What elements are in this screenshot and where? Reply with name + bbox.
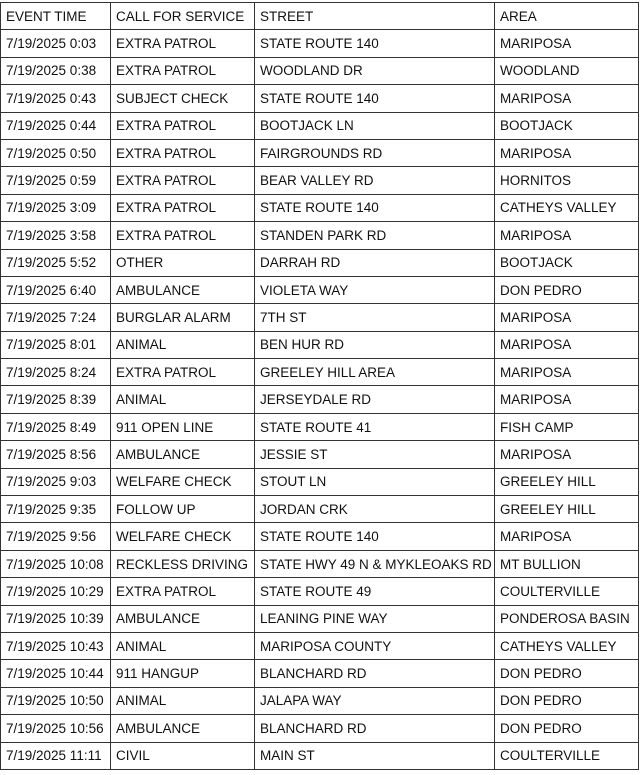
table-row: [1, 386, 639, 413]
area-cell: COULTERVILLE: [495, 742, 639, 769]
column-header-street: STREET: [255, 3, 495, 30]
table-row: [1, 304, 639, 331]
table-row: [1, 167, 639, 194]
call-for-service-cell: CIVIL: [111, 742, 255, 769]
street-cell: FAIRGROUNDS RD: [255, 139, 495, 166]
call-for-service-cell: ANIMAL: [111, 632, 255, 659]
area-cell: COULTERVILLE: [495, 578, 639, 605]
table-row: [1, 441, 639, 468]
event-time-cell: 7/19/2025 8:01: [1, 331, 111, 358]
call-for-service-cell: 911 HANGUP: [111, 660, 255, 687]
area-cell: MARIPOSA: [495, 386, 639, 413]
call-for-service-cell: ANIMAL: [111, 331, 255, 358]
table-row: [1, 249, 639, 276]
street-cell: BEAR VALLEY RD: [255, 167, 495, 194]
call-for-service-cell: ANIMAL: [111, 386, 255, 413]
area-cell: DON PEDRO: [495, 276, 639, 303]
street-cell: BOOTJACK LN: [255, 112, 495, 139]
event-time-cell: 7/19/2025 7:24: [1, 304, 111, 331]
event-time-cell: 7/19/2025 0:38: [1, 57, 111, 84]
table-row: [1, 523, 639, 550]
area-cell: MARIPOSA: [495, 222, 639, 249]
street-cell: BLANCHARD RD: [255, 660, 495, 687]
event-time-cell: 7/19/2025 0:43: [1, 85, 111, 112]
street-cell: STATE ROUTE 49: [255, 578, 495, 605]
event-time-cell: 7/19/2025 10:50: [1, 687, 111, 714]
call-log-table: [0, 2, 639, 770]
street-cell: DARRAH RD: [255, 249, 495, 276]
street-cell: BEN HUR RD: [255, 331, 495, 358]
area-cell: CATHEYS VALLEY: [495, 632, 639, 659]
call-for-service-cell: BURGLAR ALARM: [111, 304, 255, 331]
area-cell: HORNITOS: [495, 167, 639, 194]
call-for-service-cell: RECKLESS DRIVING: [111, 550, 255, 577]
area-cell: MARIPOSA: [495, 441, 639, 468]
event-time-cell: 7/19/2025 8:24: [1, 359, 111, 386]
event-time-cell: 7/19/2025 0:44: [1, 112, 111, 139]
area-cell: BOOTJACK: [495, 249, 639, 276]
event-time-cell: 7/19/2025 9:03: [1, 468, 111, 495]
event-time-cell: 7/19/2025 8:49: [1, 413, 111, 440]
table-row: [1, 496, 639, 523]
table-row: [1, 687, 639, 714]
call-for-service-cell: AMBULANCE: [111, 605, 255, 632]
street-cell: STATE ROUTE 140: [255, 194, 495, 221]
street-cell: MARIPOSA COUNTY: [255, 632, 495, 659]
event-time-cell: 7/19/2025 10:39: [1, 605, 111, 632]
table-row: [1, 605, 639, 632]
street-cell: STATE HWY 49 N & MYKLEOAKS RD: [255, 550, 495, 577]
table-row: [1, 660, 639, 687]
area-cell: DON PEDRO: [495, 715, 639, 742]
street-cell: JESSIE ST: [255, 441, 495, 468]
table-row: [1, 112, 639, 139]
event-time-cell: 7/19/2025 0:03: [1, 30, 111, 57]
street-cell: JORDAN CRK: [255, 496, 495, 523]
table-row: [1, 742, 639, 769]
event-time-cell: 7/19/2025 11:11: [1, 742, 111, 769]
street-cell: STATE ROUTE 140: [255, 30, 495, 57]
table-row: [1, 578, 639, 605]
street-cell: JERSEYDALE RD: [255, 386, 495, 413]
area-cell: FISH CAMP: [495, 413, 639, 440]
area-cell: MARIPOSA: [495, 359, 639, 386]
street-cell: STANDEN PARK RD: [255, 222, 495, 249]
call-for-service-cell: EXTRA PATROL: [111, 112, 255, 139]
event-time-cell: 7/19/2025 10:08: [1, 550, 111, 577]
area-cell: CATHEYS VALLEY: [495, 194, 639, 221]
call-for-service-cell: FOLLOW UP: [111, 496, 255, 523]
table-row: [1, 85, 639, 112]
table-row: [1, 632, 639, 659]
area-cell: MARIPOSA: [495, 139, 639, 166]
table-row: [1, 715, 639, 742]
event-time-cell: 7/19/2025 10:43: [1, 632, 111, 659]
table-header: [1, 3, 639, 30]
call-for-service-cell: AMBULANCE: [111, 441, 255, 468]
event-time-cell: 7/19/2025 0:50: [1, 139, 111, 166]
street-cell: GREELEY HILL AREA: [255, 359, 495, 386]
call-for-service-cell: AMBULANCE: [111, 715, 255, 742]
area-cell: WOODLAND: [495, 57, 639, 84]
street-cell: WOODLAND DR: [255, 57, 495, 84]
call-for-service-cell: WELFARE CHECK: [111, 523, 255, 550]
call-for-service-cell: EXTRA PATROL: [111, 167, 255, 194]
column-header-event-time: EVENT TIME: [1, 3, 111, 30]
event-time-cell: 7/19/2025 6:40: [1, 276, 111, 303]
call-for-service-cell: EXTRA PATROL: [111, 57, 255, 84]
area-cell: MARIPOSA: [495, 331, 639, 358]
street-cell: STATE ROUTE 41: [255, 413, 495, 440]
table-body: [1, 30, 639, 770]
area-cell: MT BULLION: [495, 550, 639, 577]
call-for-service-cell: EXTRA PATROL: [111, 194, 255, 221]
call-for-service-cell: WELFARE CHECK: [111, 468, 255, 495]
call-for-service-cell: ANIMAL: [111, 687, 255, 714]
call-for-service-cell: EXTRA PATROL: [111, 139, 255, 166]
table-row: [1, 57, 639, 84]
event-time-cell: 7/19/2025 3:09: [1, 194, 111, 221]
table-row: [1, 550, 639, 577]
table-row: [1, 30, 639, 57]
call-for-service-cell: AMBULANCE: [111, 276, 255, 303]
column-header-area: AREA: [495, 3, 639, 30]
event-time-cell: 7/19/2025 10:29: [1, 578, 111, 605]
call-for-service-cell: SUBJECT CHECK: [111, 85, 255, 112]
table-row: [1, 413, 639, 440]
street-cell: 7TH ST: [255, 304, 495, 331]
call-for-service-cell: 911 OPEN LINE: [111, 413, 255, 440]
event-time-cell: 7/19/2025 8:56: [1, 441, 111, 468]
area-cell: MARIPOSA: [495, 304, 639, 331]
call-for-service-cell: EXTRA PATROL: [111, 222, 255, 249]
call-for-service-cell: EXTRA PATROL: [111, 578, 255, 605]
call-for-service-cell: EXTRA PATROL: [111, 30, 255, 57]
area-cell: BOOTJACK: [495, 112, 639, 139]
table-row: [1, 222, 639, 249]
event-time-cell: 7/19/2025 10:56: [1, 715, 111, 742]
street-cell: MAIN ST: [255, 742, 495, 769]
street-cell: LEANING PINE WAY: [255, 605, 495, 632]
area-cell: MARIPOSA: [495, 523, 639, 550]
event-time-cell: 7/19/2025 3:58: [1, 222, 111, 249]
header-row: [1, 3, 639, 30]
street-cell: BLANCHARD RD: [255, 715, 495, 742]
event-time-cell: 7/19/2025 0:59: [1, 167, 111, 194]
event-time-cell: 7/19/2025 10:44: [1, 660, 111, 687]
event-time-cell: 7/19/2025 5:52: [1, 249, 111, 276]
area-cell: DON PEDRO: [495, 660, 639, 687]
table-row: [1, 139, 639, 166]
street-cell: STATE ROUTE 140: [255, 85, 495, 112]
area-cell: GREELEY HILL: [495, 468, 639, 495]
area-cell: PONDEROSA BASIN: [495, 605, 639, 632]
table-row: [1, 468, 639, 495]
area-cell: MARIPOSA: [495, 30, 639, 57]
table-row: [1, 276, 639, 303]
area-cell: MARIPOSA: [495, 85, 639, 112]
street-cell: STOUT LN: [255, 468, 495, 495]
column-header-call-for-service: CALL FOR SERVICE: [111, 3, 255, 30]
table-row: [1, 194, 639, 221]
street-cell: STATE ROUTE 140: [255, 523, 495, 550]
event-time-cell: 7/19/2025 9:56: [1, 523, 111, 550]
table-row: [1, 331, 639, 358]
event-time-cell: 7/19/2025 9:35: [1, 496, 111, 523]
call-for-service-cell: OTHER: [111, 249, 255, 276]
call-for-service-cell: EXTRA PATROL: [111, 359, 255, 386]
area-cell: DON PEDRO: [495, 687, 639, 714]
table-row: [1, 359, 639, 386]
area-cell: GREELEY HILL: [495, 496, 639, 523]
street-cell: JALAPA WAY: [255, 687, 495, 714]
event-time-cell: 7/19/2025 8:39: [1, 386, 111, 413]
street-cell: VIOLETA WAY: [255, 276, 495, 303]
